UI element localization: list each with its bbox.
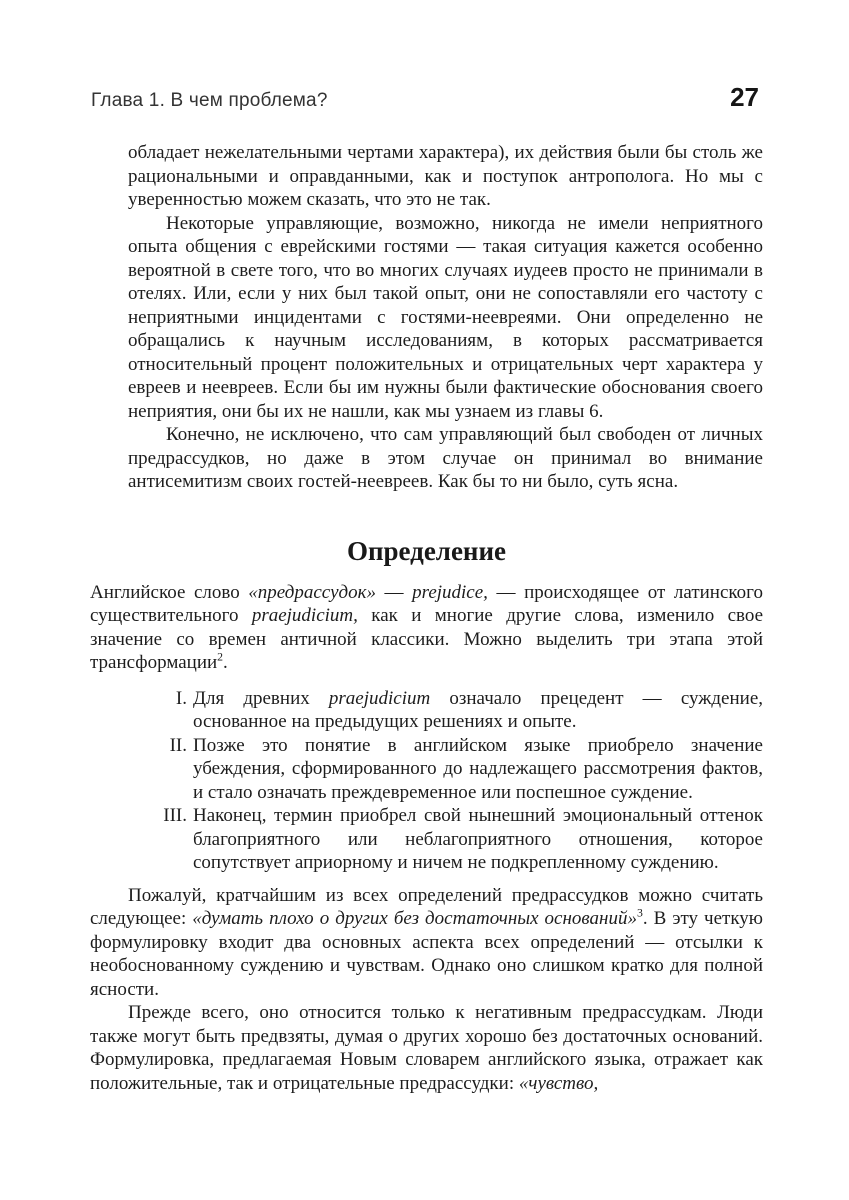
italic-text: prejudice, (412, 581, 488, 603)
footnote-ref: 3 (636, 906, 643, 920)
text-run: Для древних (193, 687, 329, 709)
list-item (90, 804, 763, 875)
text-run: означало прецедент — суждение, основанное на предыдущих решениях и опыте. (193, 687, 763, 732)
italic-text: praejudicium (328, 687, 431, 709)
page-number: 27 (730, 82, 759, 112)
italic-text: «чувство, (518, 1072, 599, 1094)
list-item-text (193, 687, 763, 734)
roman-numeral-list (90, 687, 763, 875)
running-header (91, 82, 759, 113)
chapter-title: Глава 1. В чем проблема? (91, 90, 328, 111)
text-run: Позже это понятие в английском языке приобрело значение убеждения, сформированного до надлежащего рассмотрения фактов, и стало означать преждевременное или поспешное суждение. (193, 734, 763, 803)
text-run: Пожалуй, кратчайшим из всех определений предрассудков можно считать следующее: (90, 884, 763, 929)
text-run: Прежде всего, оно относится только к негативным предрассудкам. Люди также могут быть предвзяты, думая о других хорошо без достаточных оснований. Формулировка, предлагаемая Новым словарем английского языка, отражает как положительные, так и отрицательные предрассудки: (90, 1002, 763, 1094)
list-numeral: II. (169, 734, 187, 756)
text-run: . В эту четкую формулировку входит два основных аспекта всех определений — отсылки к необоснованному суждению и чувствам. Однако оно слишком кратко для полной ясности. (90, 908, 763, 1000)
list-item (90, 734, 763, 805)
page-content (90, 141, 763, 1095)
paragraph (128, 212, 763, 424)
paragraph (90, 884, 763, 1002)
text-run: Английское слово (90, 581, 249, 603)
italic-text: «предрассудок» (248, 581, 376, 603)
paragraph (128, 423, 763, 494)
paragraph (128, 141, 763, 212)
text-run: Некоторые управляющие, возможно, никогда не имели неприятного опыта общения с еврейскими гостями — такая ситуация кажется особенно вероятной в свете того, что во многих случаях иудеев просто не принимали в отелях. Или, если у них был такой опыт, они не сопоставляли его частоту с неприятными инцидентами с гостями-неевреями. Они определенно не обращались к научным исследованиям, в которых рассматривается относительный процент положительных и отрицательных черт характера у евреев и неевреев. Если бы им нужны были фактические обоснования своего неприятия, они бы их не нашли, как мы узнаем из главы 6. (128, 212, 763, 422)
paragraph (90, 581, 763, 675)
italic-text: «думать плохо о других без достаточных оснований» (192, 908, 637, 929)
paragraph (90, 1001, 763, 1095)
text-run: — происходящее от латинского существительного (90, 581, 763, 626)
italic-text: praejudicium, (251, 605, 358, 626)
list-numeral: III. (163, 805, 187, 826)
footnote-ref: 2 (217, 650, 224, 664)
text-run: — (375, 581, 413, 603)
text-run: обладает нежелательными чертами характера), их действия были бы столь же рациональными и оправданными, как и поступок антрополога. Но мы с уверенностью можем сказать, что это не так. (128, 142, 763, 210)
list-item-text (193, 734, 763, 805)
list-numeral: I. (175, 687, 187, 709)
text-run: Конечно, не исключено, что сам управляющий был свободен от личных предрассудков, но даже в этом случае он принимал во внимание антисемитизм своих гостей-неевреев. Как бы то ни было, суть ясна. (128, 424, 763, 492)
section-heading: Определение (346, 535, 507, 566)
list-item-text (193, 804, 763, 875)
text-run: как и многие другие слова, изменило свое значение со времен античной классики. Можно выделить три этапа этой трансформации (90, 605, 764, 673)
section-continuation (128, 141, 763, 494)
section-definition (90, 581, 763, 1096)
list-item (90, 687, 763, 734)
text-run: . (223, 652, 228, 673)
text-run: Наконец, термин приобрел свой нынешний эмоциональный оттенок благоприятного или неблагоприятного отношения, которое сопутствует априорному и ничем не подкрепленному суждению. (193, 805, 763, 873)
